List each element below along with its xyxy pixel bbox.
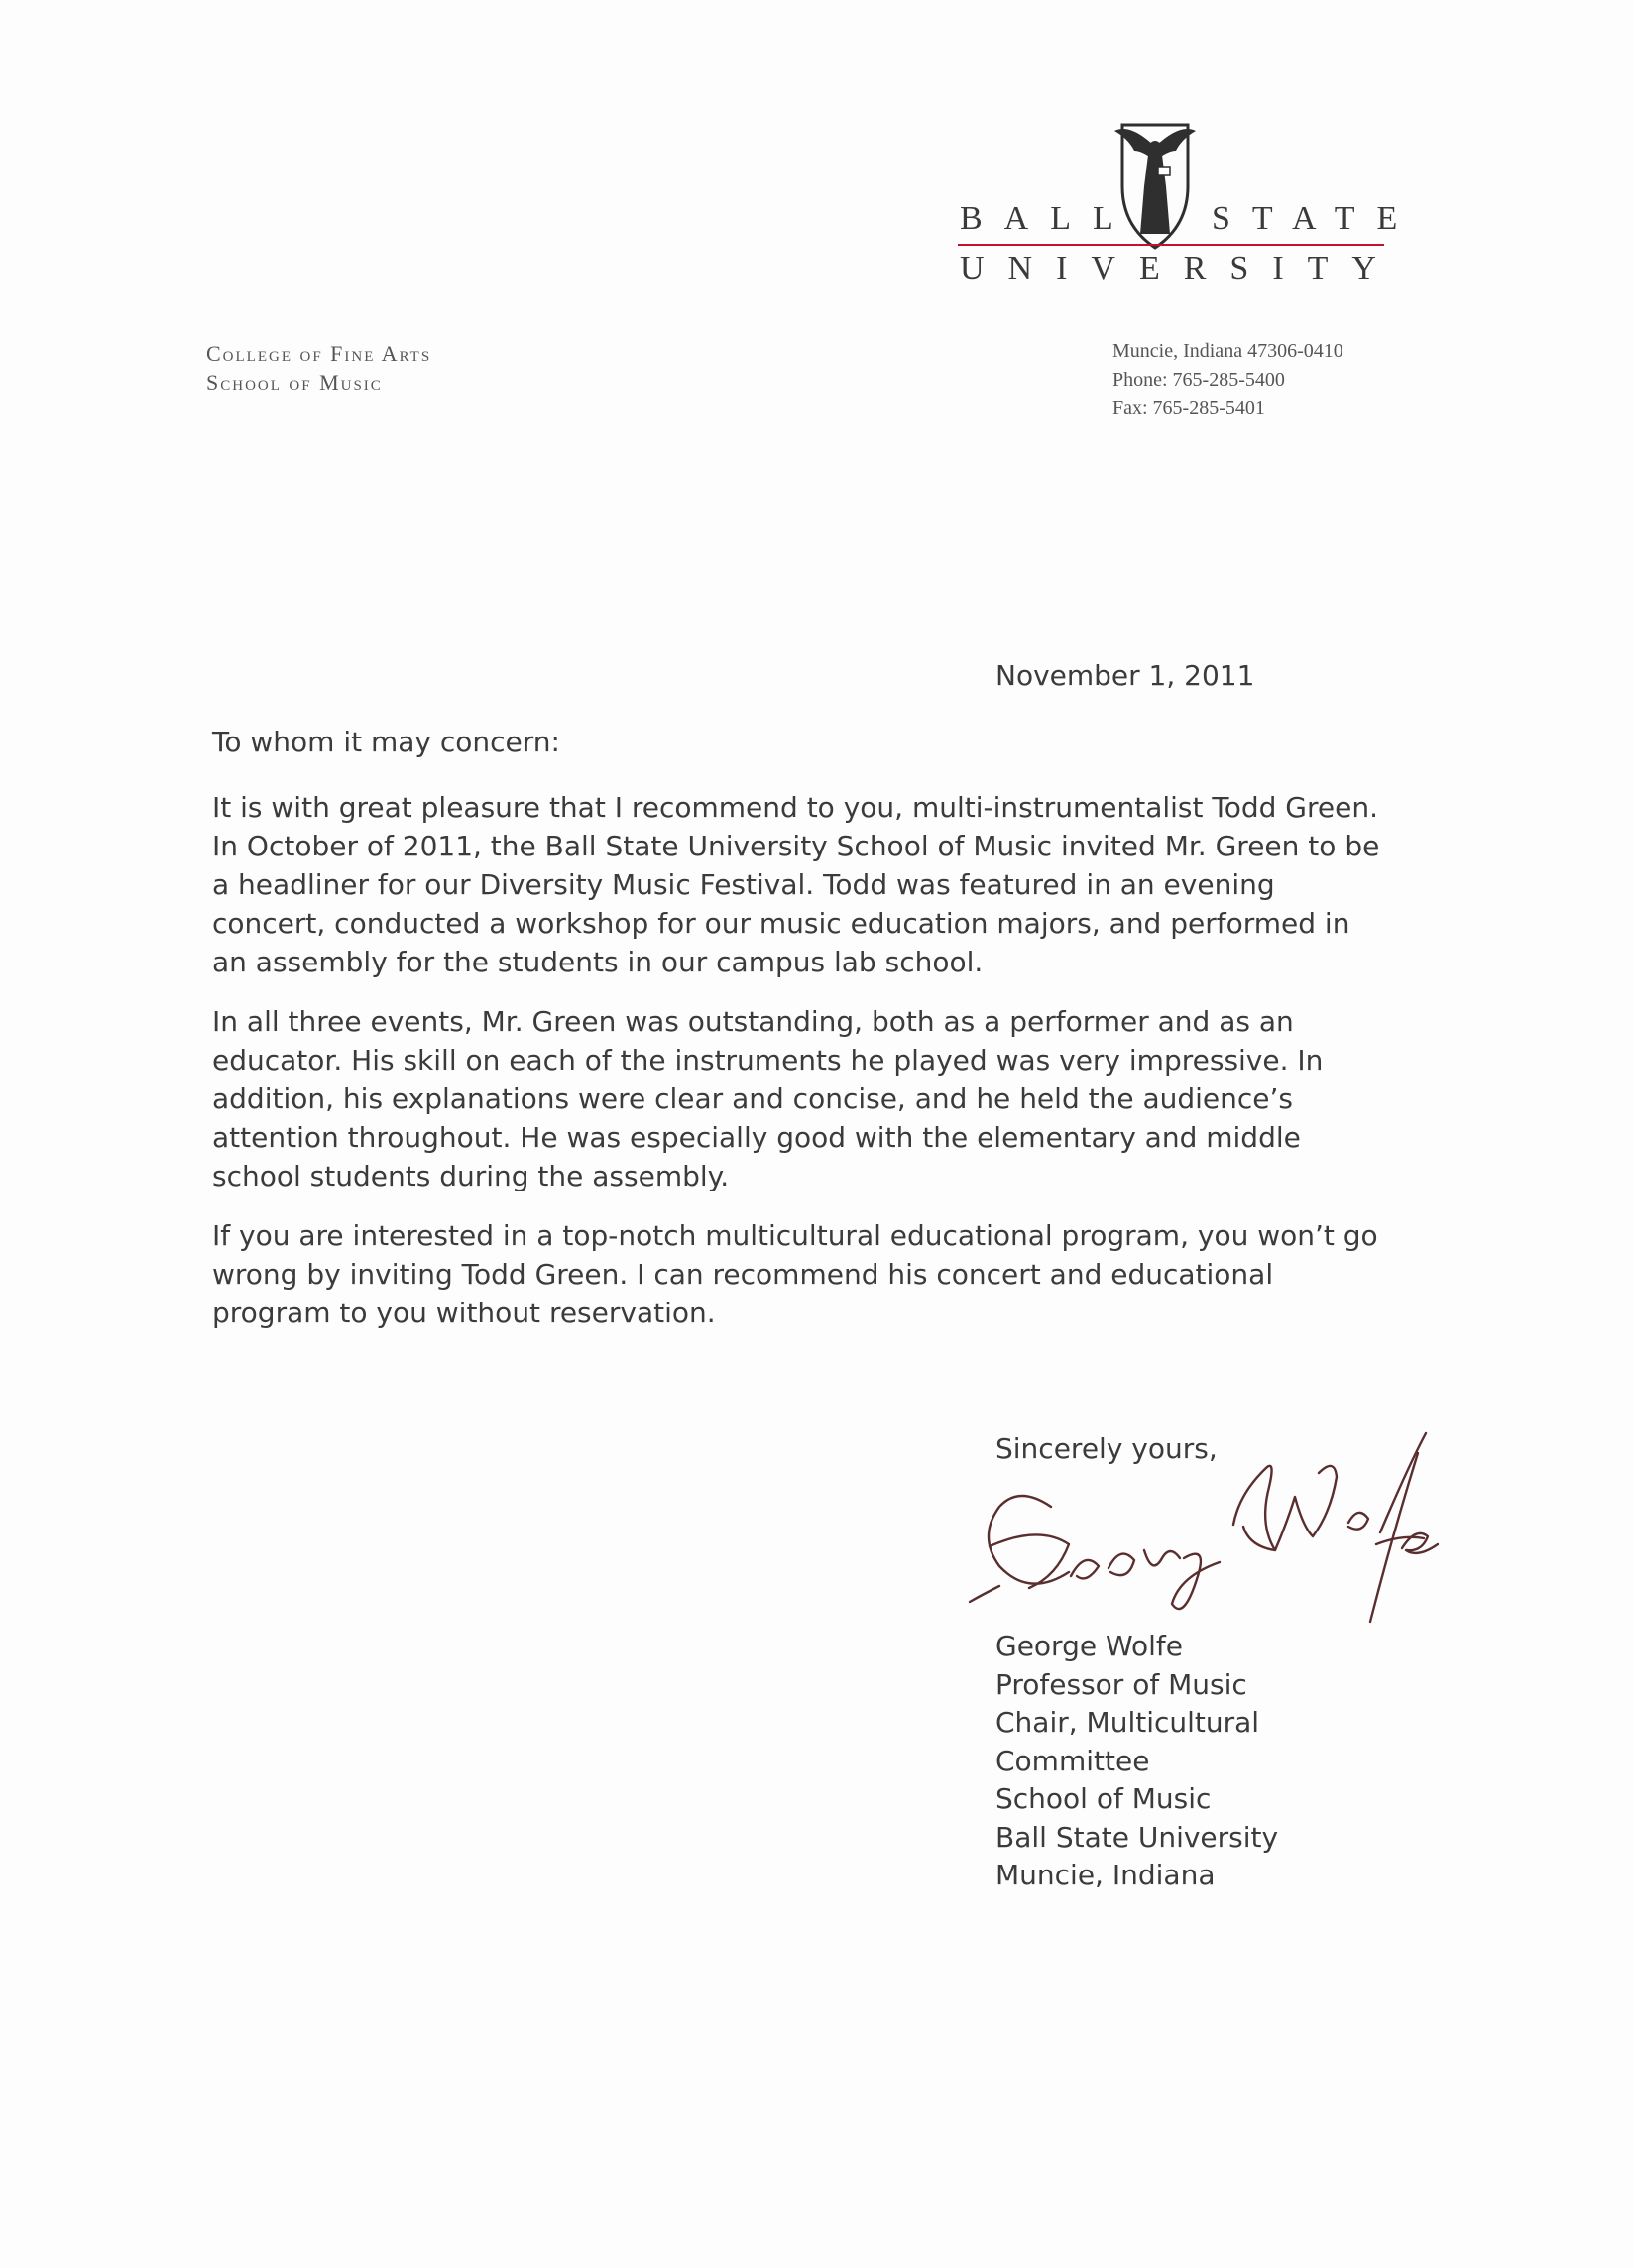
paragraph-line: In all three events, Mr. Green was outstanding, both as a performer and as an: [212, 1005, 1294, 1038]
university-logo: [952, 117, 1420, 286]
paragraph-line: concert, conducted a workshop for our music education majors, and performed in: [212, 907, 1350, 940]
paragraph-line: addition, his explanations were clear and concise, and he held the audience’s: [212, 1082, 1294, 1115]
letter-body: [212, 788, 1442, 1353]
paragraph: [212, 1002, 1442, 1195]
paragraph-line: a headliner for our Diversity Music Festival. Todd was featured in an evening: [212, 868, 1275, 901]
closing: Sincerely yours,: [995, 1432, 1218, 1465]
paragraph-line: attention throughout. He was especially good with the elementary and middle: [212, 1121, 1301, 1154]
logo-word-state: STATE: [1212, 200, 1420, 237]
department-block: [206, 339, 431, 397]
signatory-block: [995, 1628, 1278, 1895]
signatory-location: Muncie, Indiana: [995, 1859, 1216, 1891]
logo-red-rule: [958, 244, 1384, 246]
paragraph: [212, 1216, 1442, 1332]
address-city: Muncie, Indiana 47306-0410: [1112, 340, 1343, 362]
signatory-role-line1: Chair, Multicultural: [995, 1706, 1260, 1739]
signatory-name: George Wolfe: [995, 1630, 1184, 1662]
signatory-university: Ball State University: [995, 1820, 1279, 1854]
signatory-title: Professor of Music: [995, 1667, 1247, 1701]
salutation: To whom it may concern:: [212, 726, 560, 758]
college-name: College of Fine Arts: [206, 341, 432, 366]
address-phone: Phone: 765-285-5400: [1112, 369, 1285, 391]
letter-date: November 1, 2011: [995, 659, 1255, 692]
logo-word-university: UNIVERSITY: [960, 250, 1400, 286]
paragraph-line: wrong by inviting Todd Green. I can recommend his concert and educational: [212, 1258, 1274, 1291]
paragraph-line: If you are interested in a top-notch multicultural educational program, you won’t go: [212, 1219, 1378, 1252]
logo-word-ball: BALL: [960, 200, 1135, 237]
paragraph-line: educator. His skill on each of the instruments he played was very impressive. In: [212, 1044, 1324, 1077]
address-fax: Fax: 765-285-5401: [1112, 397, 1265, 419]
school-name: School of Music: [206, 370, 383, 395]
paragraph-line: program to you without reservation.: [212, 1297, 716, 1329]
signatory-school: School of Music: [995, 1782, 1212, 1815]
paragraph-line: In October of 2011, the Ball State University School of Music invited Mr. Green to be: [212, 830, 1380, 862]
handwritten-signature: [960, 1427, 1446, 1655]
paragraph-line: an assembly for the students in our campus lab school.: [212, 946, 984, 978]
paragraph-line: It is with great pleasure that I recommend to you, multi-instrumentalist Todd Green.: [212, 791, 1378, 824]
paragraph: [212, 788, 1442, 981]
signatory-role-line2: Committee: [995, 1744, 1150, 1777]
paragraph-line: school students during the assembly.: [212, 1160, 730, 1192]
address-block: [1112, 337, 1343, 423]
